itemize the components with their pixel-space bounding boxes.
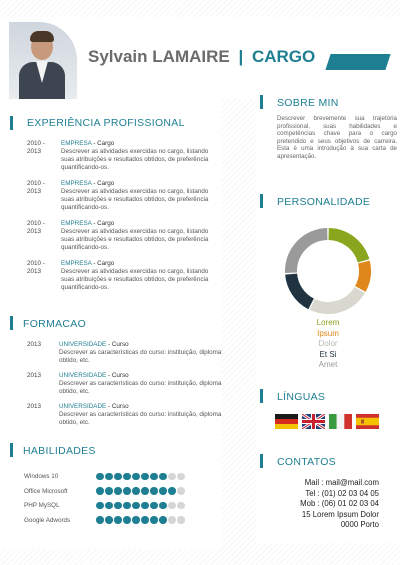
name-title: [88, 47, 315, 67]
skill-name: Google Adwords: [24, 516, 71, 524]
education-body: [59, 341, 229, 365]
skill-dot-filled: [105, 516, 113, 524]
education-course: Curso: [111, 403, 129, 410]
experience-years: [27, 220, 55, 236]
experience-year-end: 2013: [27, 228, 42, 235]
experience-years: [27, 260, 55, 276]
legend-item: Amet: [318, 360, 338, 369]
skill-dot-filled: [114, 502, 122, 510]
skill-dot-filled: [141, 473, 149, 481]
education-description: Descrever as características do curso: instituição, diploma obtido, etc.: [59, 349, 222, 364]
legend-item: Lorem: [316, 318, 340, 327]
skill-dot-filled: [114, 473, 122, 481]
education-school: UNIVERSIDADE: [59, 372, 107, 379]
skill-dot-empty: [168, 516, 176, 524]
skills-bar: [10, 443, 13, 457]
experience-role: Cargo: [97, 220, 115, 227]
skill-dot-filled: [150, 473, 158, 481]
experience-company: EMPRESA: [61, 260, 92, 267]
skill-dot-filled: [132, 473, 140, 481]
skill-dot-empty: [177, 487, 185, 495]
experience-role: Cargo: [97, 140, 115, 147]
skill-dot-filled: [141, 502, 149, 510]
contact-mail[interactable]: Mail : mail@mail.com: [304, 478, 379, 487]
skill-dot-empty: [168, 473, 176, 481]
experience-body: [61, 140, 221, 172]
experience-year-start: 2010 -: [27, 260, 45, 267]
education-course: Curso: [111, 341, 129, 348]
skill-dot-filled: [132, 516, 140, 524]
education-dash: -: [106, 372, 112, 379]
skill-level-dots: [96, 473, 185, 481]
contact-address-line2: 0000 Porto: [340, 520, 379, 529]
donut-slice-lorem: [329, 234, 364, 261]
experience-dash: -: [91, 220, 98, 227]
experience-description: Descrever as atividades exercidas no cargo, listando suas atribuições e resultados obtidos, de preferência quantificando-os.: [61, 268, 209, 291]
personality-bar: [260, 194, 263, 208]
experience-bar: [10, 116, 13, 130]
languages-title: LÍNGUAS: [277, 391, 326, 403]
experience-dash: -: [91, 260, 98, 267]
skill-dot-filled: [123, 502, 131, 510]
about-title: SOBRE MIN: [277, 97, 339, 109]
skill-dot-filled: [96, 487, 104, 495]
personality-donut-chart: [284, 227, 372, 315]
skill-dot-filled: [96, 473, 104, 481]
languages-bar: [260, 389, 263, 403]
skill-dot-filled: [105, 502, 113, 510]
skill-level-dots: [96, 516, 185, 524]
about-bar: [260, 95, 263, 109]
skill-dot-filled: [150, 502, 158, 510]
experience-year-end: 2013: [27, 188, 42, 195]
legend-item: Et Si: [319, 349, 337, 359]
skill-level-dots: [96, 502, 185, 510]
education-course: Curso: [111, 372, 129, 379]
skill-dot-filled: [150, 487, 158, 495]
experience-years: [27, 180, 55, 196]
education-year: 2013: [27, 372, 42, 379]
skill-dot-filled: [96, 516, 104, 524]
job-role: CARGO: [251, 47, 316, 66]
skill-dot-filled: [141, 487, 149, 495]
contacts-title: CONTATOS: [277, 456, 336, 468]
education-body: [59, 403, 229, 427]
experience-body: [61, 220, 221, 252]
skill-dot-filled: [132, 502, 140, 510]
experience-company: EMPRESA: [61, 220, 92, 227]
education-body: [59, 372, 229, 396]
skill-dot-filled: [123, 487, 131, 495]
skill-dot-empty: [168, 502, 176, 510]
skill-dot-filled: [96, 502, 104, 510]
donut-slice-amet: [291, 234, 327, 273]
skill-dot-filled: [123, 473, 131, 481]
profile-photo: [9, 22, 77, 99]
experience-body: [61, 260, 221, 292]
photo-hair: [30, 31, 54, 42]
skills-title: HABILIDADES: [23, 445, 96, 457]
donut-slice-dolor: [312, 290, 359, 308]
skill-dot-empty: [177, 473, 185, 481]
experience-description: Descrever as atividades exercidas no cargo, listando suas atribuições e resultados obtidos, de preferência quantificando-os.: [61, 148, 209, 171]
experience-company: EMPRESA: [61, 180, 92, 187]
about-text: Descrever brevemente sua trajetória profissional, suas habilidades e competências chave para o cargo pretendido e seus objetivos de carreira. Esta é uma introdução à sua carta de apresentação.: [277, 115, 397, 160]
education-year: 2013: [27, 403, 42, 410]
italy-flag-icon: [329, 414, 352, 429]
skill-dot-empty: [177, 502, 185, 510]
legend-item: Ipsum: [317, 328, 339, 338]
legend-item: Dolor: [318, 339, 338, 348]
education-school: UNIVERSIDADE: [59, 403, 107, 410]
skill-dot-filled: [105, 473, 113, 481]
first-name: Sylvain: [88, 47, 148, 66]
donut-slice-et-si: [291, 274, 311, 304]
contact-block: [274, 478, 379, 531]
experience-description: Descrever as atividades exercidas no cargo, listando suas atribuições e resultados obtidos, de preferência quantificando-os.: [61, 228, 209, 251]
skill-dot-filled: [159, 516, 167, 524]
skill-dot-filled: [159, 473, 167, 481]
education-description: Descrever as características do curso: instituição, diploma obtido, etc.: [59, 380, 222, 395]
education-title: FORMACAO: [23, 318, 87, 330]
skill-dot-empty: [177, 516, 185, 524]
experience-company: EMPRESA: [61, 140, 92, 147]
name-separator: |: [238, 47, 244, 66]
education-description: Descrever as características do curso: instituição, diploma obtido, etc.: [59, 411, 222, 426]
skill-dot-filled: [159, 502, 167, 510]
skill-dot-filled: [114, 516, 122, 524]
personality-legend: [277, 318, 379, 371]
skill-dot-filled: [105, 487, 113, 495]
education-year: 2013: [27, 341, 42, 348]
german-flag-icon: [275, 414, 298, 429]
language-flags: [275, 414, 379, 429]
experience-body: [61, 180, 221, 212]
experience-dash: -: [91, 140, 98, 147]
education-dash: -: [106, 403, 112, 410]
uk-flag-icon: [302, 414, 325, 429]
skill-dot-filled: [132, 487, 140, 495]
skill-dot-filled: [123, 516, 131, 524]
experience-role: Cargo: [97, 180, 115, 187]
right-column: [256, 87, 400, 543]
contact-mob: Mob : (06) 01 02 03 04: [300, 499, 379, 508]
donut-slice-ipsum: [360, 262, 365, 289]
education-school: UNIVERSIDADE: [59, 341, 107, 348]
skill-name: PHP MySQL: [24, 502, 60, 509]
experience-title: EXPERIÊNCIA PROFISSIONAL: [27, 117, 185, 129]
skill-name: Windows 10: [24, 473, 59, 480]
experience-year-start: 2010 -: [27, 180, 45, 187]
last-name: LAMAIRE: [152, 47, 230, 66]
experience-role: Cargo: [97, 260, 115, 267]
education-dash: -: [106, 341, 112, 348]
header-accent-bar: [325, 54, 390, 70]
skill-dot-filled: [141, 516, 149, 524]
contacts-bar: [260, 454, 263, 468]
skill-dot-filled: [114, 487, 122, 495]
experience-description: Descrever as atividades exercidas no cargo, listando suas atribuições e resultados obtidos, de preferência quantificando-os.: [61, 188, 209, 211]
experience-year-start: 2010 -: [27, 140, 45, 147]
skill-dot-filled: [168, 487, 176, 495]
skill-level-dots: [96, 487, 185, 495]
skill-dot-filled: [159, 487, 167, 495]
contact-address-line1: 15 Lorem Ipsum Dolor: [301, 509, 379, 519]
skill-dot-filled: [150, 516, 158, 524]
skill-name: Office Microsoft: [24, 487, 68, 495]
spain-flag-icon: [356, 414, 379, 429]
experience-dash: -: [91, 180, 98, 187]
experience-years: [27, 140, 55, 156]
experience-year-end: 2013: [27, 148, 42, 155]
left-column: [0, 99, 221, 549]
education-bar: [10, 316, 13, 330]
experience-year-end: 2013: [27, 268, 42, 275]
experience-year-start: 2010 -: [27, 220, 45, 227]
contact-tel: Tel : (01) 02 03 04 05: [305, 488, 379, 498]
personality-title: PERSONALIDADE: [277, 196, 371, 208]
